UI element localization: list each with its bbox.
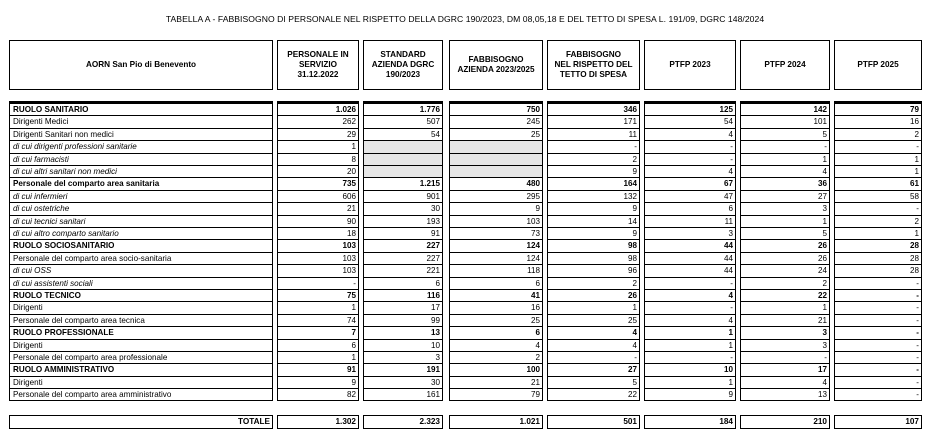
row-label: RUOLO PROFESSIONALE bbox=[10, 327, 272, 339]
table-cell: 142 bbox=[741, 104, 829, 116]
table-cell: 132 bbox=[548, 191, 639, 203]
table-cell: 28 bbox=[835, 240, 921, 252]
table-cell: 2 bbox=[835, 129, 921, 141]
table-cell: 25 bbox=[450, 129, 542, 141]
column-header-4: FABBISOGNO NEL RISPETTO DEL TETTO DI SPESA bbox=[547, 40, 640, 90]
table-cell: 124 bbox=[450, 253, 542, 265]
row-label: di cui altri sanitari non medici bbox=[10, 166, 272, 178]
column-header-5: PTFP 2023 bbox=[644, 40, 736, 90]
row-label: di cui tecnici sanitari bbox=[10, 216, 272, 228]
column-header-2: STANDARD AZIENDA DGRC 190/2023 bbox=[363, 40, 443, 90]
table-cell: 193 bbox=[364, 216, 442, 228]
table-title: TABELLA A - FABBISOGNO DI PERSONALE NEL RISPETTO DELLA DGRC 190/2023, DM 08,05,18 E DEL TETTO DI SPESA L. 191/09, DGRC 148/2024 bbox=[165, 14, 765, 24]
value-column-5 bbox=[644, 101, 736, 401]
row-label: RUOLO SANITARIO bbox=[10, 104, 272, 116]
table-header bbox=[0, 40, 930, 92]
table-cell: 16 bbox=[835, 116, 921, 128]
table-cell: 26 bbox=[741, 253, 829, 265]
table-cell: 6 bbox=[364, 278, 442, 290]
table-cell: - bbox=[645, 278, 735, 290]
table-cell: 161 bbox=[426, 390, 440, 400]
table-cell: 735 bbox=[278, 178, 358, 190]
table-cell: 11 bbox=[548, 129, 639, 141]
row-label: Dirigenti Sanitari non medici bbox=[10, 129, 272, 141]
table-cell: 6 bbox=[450, 327, 542, 339]
table-cell: 26 bbox=[548, 290, 639, 302]
row-label: Personale del comparto area socio-sanitaria bbox=[10, 253, 272, 265]
table-cell: - bbox=[835, 141, 921, 153]
table-cell: 1.776 bbox=[364, 104, 442, 116]
table-cell: 28 bbox=[835, 253, 921, 265]
table-cell: - bbox=[835, 278, 921, 290]
total-cell: 2.323 bbox=[363, 415, 443, 429]
table-cell: 116 bbox=[364, 290, 442, 302]
table-cell: 103 bbox=[278, 240, 358, 252]
table-cell: 29 bbox=[278, 129, 358, 141]
total-label: TOTALE bbox=[9, 415, 273, 429]
label-column bbox=[9, 101, 273, 401]
table-cell: 24 bbox=[741, 265, 829, 277]
table-cell: 3 bbox=[741, 340, 829, 352]
table-cell: 4 bbox=[741, 377, 829, 389]
table-cell: - bbox=[278, 278, 358, 290]
table-cell: - bbox=[741, 141, 829, 153]
table-cell: 11 bbox=[645, 216, 735, 228]
table-cell: 227 bbox=[364, 240, 442, 252]
table-cell: 103 bbox=[278, 265, 358, 277]
table-cell bbox=[450, 166, 542, 178]
column-header-6: PTFP 2024 bbox=[740, 40, 830, 90]
table-cell: - bbox=[645, 352, 735, 364]
table-cell: 79 bbox=[835, 104, 921, 116]
column-header-3: FABBISOGNO AZIENDA 2023/2025 bbox=[449, 40, 543, 90]
table-cell: 606 bbox=[278, 191, 358, 203]
table-cell: 9 bbox=[548, 228, 639, 240]
table-cell: 98 bbox=[548, 240, 639, 252]
table-cell: 4 bbox=[741, 166, 829, 178]
table-cell: 9 bbox=[728, 390, 733, 400]
table-cell: 507 bbox=[364, 116, 442, 128]
table-cell: 6 bbox=[645, 203, 735, 215]
table-cell: 346 bbox=[548, 104, 639, 116]
table-cell: 2 bbox=[835, 216, 921, 228]
table-cell: 22 bbox=[627, 390, 637, 400]
table-cell: 54 bbox=[645, 116, 735, 128]
table-cell: 227 bbox=[364, 253, 442, 265]
table-cell bbox=[364, 154, 442, 166]
row-label: di cui infermieri bbox=[10, 191, 272, 203]
table-cell: 26 bbox=[741, 240, 829, 252]
table-cell bbox=[450, 141, 542, 153]
table-cell: 30 bbox=[364, 377, 442, 389]
value-column-6 bbox=[740, 101, 830, 401]
value-column-4 bbox=[547, 101, 640, 401]
table-cell: 101 bbox=[741, 116, 829, 128]
table-cell: 18 bbox=[278, 228, 358, 240]
row-label: Dirigenti bbox=[10, 340, 272, 352]
table-cell: 6 bbox=[278, 340, 358, 352]
table-cell: - bbox=[835, 364, 921, 376]
table-cell: 3 bbox=[741, 327, 829, 339]
table-cell: 21 bbox=[278, 203, 358, 215]
table-cell: 103 bbox=[450, 216, 542, 228]
table-cell: 1 bbox=[645, 377, 735, 389]
table-cell: - bbox=[835, 203, 921, 215]
table-cell: 44 bbox=[645, 265, 735, 277]
table-cell: 100 bbox=[450, 364, 542, 376]
table-cell: 4 bbox=[548, 327, 639, 339]
table-cell: 3 bbox=[741, 203, 829, 215]
table-cell: 79 bbox=[530, 390, 540, 400]
table-cell: 61 bbox=[835, 178, 921, 190]
table-cell: 41 bbox=[450, 290, 542, 302]
table-cell: 17 bbox=[741, 364, 829, 376]
table-cell: 5 bbox=[741, 228, 829, 240]
table-cell: 7 bbox=[278, 327, 358, 339]
table-cell: 14 bbox=[548, 216, 639, 228]
value-column-1 bbox=[277, 101, 359, 401]
row-label: di cui farmacisti bbox=[10, 154, 272, 166]
total-cell: 184 bbox=[644, 415, 736, 429]
table-cell: 1 bbox=[278, 302, 358, 314]
table-cell: 191 bbox=[364, 364, 442, 376]
table-cell: 2 bbox=[450, 352, 542, 364]
table-cell: 27 bbox=[548, 364, 639, 376]
table-cell: 4 bbox=[645, 166, 735, 178]
table-cell: 9 bbox=[548, 166, 639, 178]
total-cell: 1.021 bbox=[449, 415, 543, 429]
table-cell: 9 bbox=[278, 377, 358, 389]
table-cell: 125 bbox=[645, 104, 735, 116]
table-cell: - bbox=[741, 352, 829, 364]
row-label: di cui assistenti sociali bbox=[10, 278, 272, 290]
table-cell: 36 bbox=[741, 178, 829, 190]
table-cell: 750 bbox=[450, 104, 542, 116]
row-label: RUOLO TECNICO bbox=[10, 290, 272, 302]
table-cell: 221 bbox=[364, 265, 442, 277]
table-cell: 27 bbox=[741, 191, 829, 203]
table-cell: 171 bbox=[548, 116, 639, 128]
table-cell: - bbox=[645, 141, 735, 153]
row-label: di cui OSS bbox=[10, 265, 272, 277]
table-cell: 4 bbox=[645, 290, 735, 302]
table-cell: 25 bbox=[450, 315, 542, 327]
table-cell: - bbox=[835, 377, 921, 389]
table-cell: 91 bbox=[364, 228, 442, 240]
table-cell: 1 bbox=[835, 228, 921, 240]
column-header-1: PERSONALE IN SERVIZIO 31.12.2022 bbox=[277, 40, 359, 90]
table-cell: 3 bbox=[364, 352, 442, 364]
row-label: di cui ostetriche bbox=[10, 203, 272, 215]
table-cell: 3 bbox=[645, 228, 735, 240]
table-cell: - bbox=[835, 302, 921, 314]
table-cell: 1 bbox=[835, 166, 921, 178]
table-cell: 2 bbox=[741, 278, 829, 290]
table-cell: 22 bbox=[741, 290, 829, 302]
table-cell: 901 bbox=[364, 191, 442, 203]
table-cell: - bbox=[645, 302, 735, 314]
table-cell: 9 bbox=[450, 203, 542, 215]
table-cell: 4 bbox=[645, 315, 735, 327]
table-cell: 16 bbox=[450, 302, 542, 314]
table-cell: 1 bbox=[741, 154, 829, 166]
total-cell: 501 bbox=[547, 415, 640, 429]
table-cell: 480 bbox=[450, 178, 542, 190]
table-cell: 74 bbox=[278, 315, 358, 327]
table-cell: 67 bbox=[645, 178, 735, 190]
table-cell: 1 bbox=[645, 340, 735, 352]
table-cell: 295 bbox=[450, 191, 542, 203]
table-cell: 13 bbox=[364, 327, 442, 339]
column-header-0: AORN San Pio di Benevento bbox=[9, 40, 273, 90]
table-cell: 2 bbox=[548, 154, 639, 166]
table-cell: 91 bbox=[278, 364, 358, 376]
row-label: Dirigenti bbox=[10, 302, 272, 314]
table-cell: 90 bbox=[278, 216, 358, 228]
table-cell: - bbox=[916, 390, 919, 400]
table-cell: 5 bbox=[741, 129, 829, 141]
table-cell: 1 bbox=[645, 327, 735, 339]
row-label: di cui altro comparto sanitario bbox=[10, 228, 272, 240]
row-label: Personale del comparto area professionale bbox=[10, 352, 272, 364]
table-cell: 262 bbox=[278, 116, 358, 128]
table-cell: 245 bbox=[450, 116, 542, 128]
column-header-7: PTFP 2025 bbox=[834, 40, 922, 90]
table-cell: 6 bbox=[450, 278, 542, 290]
table-cell: 1 bbox=[741, 216, 829, 228]
table-cell: 47 bbox=[645, 191, 735, 203]
value-column-7 bbox=[834, 101, 922, 401]
table-cell: 164 bbox=[548, 178, 639, 190]
row-label: Personale del comparto area tecnica bbox=[10, 315, 272, 327]
table-cell: 99 bbox=[364, 315, 442, 327]
table-cell bbox=[450, 154, 542, 166]
table-cell: 1 bbox=[278, 352, 358, 364]
table-cell: - bbox=[835, 315, 921, 327]
table-cell: 10 bbox=[645, 364, 735, 376]
table-cell: 1 bbox=[741, 302, 829, 314]
total-cell: 107 bbox=[834, 415, 922, 429]
row-label: Dirigenti Medici bbox=[10, 116, 272, 128]
table-cell: - bbox=[548, 141, 639, 153]
table-cell: 82 bbox=[346, 390, 356, 400]
table-cell: 1 bbox=[278, 141, 358, 153]
table-cell: 13 bbox=[817, 390, 827, 400]
table-cell: 1 bbox=[835, 154, 921, 166]
value-column-2 bbox=[363, 101, 443, 401]
table-cell: - bbox=[645, 154, 735, 166]
table-cell: 1.215 bbox=[364, 178, 442, 190]
table-cell: - bbox=[835, 352, 921, 364]
table-cell: 4 bbox=[450, 340, 542, 352]
table-cell: 17 bbox=[364, 302, 442, 314]
table-cell: 44 bbox=[645, 240, 735, 252]
table-cell: 4 bbox=[645, 129, 735, 141]
table-cell: 44 bbox=[645, 253, 735, 265]
table-cell: 98 bbox=[548, 253, 639, 265]
table-cell: 75 bbox=[278, 290, 358, 302]
table-cell: - bbox=[548, 352, 639, 364]
table-cell: - bbox=[835, 327, 921, 339]
table-cell: 21 bbox=[741, 315, 829, 327]
table-cell: 1 bbox=[548, 302, 639, 314]
row-label: Personale del comparto area sanitaria bbox=[10, 178, 272, 190]
table-cell: 73 bbox=[450, 228, 542, 240]
total-cell: 210 bbox=[740, 415, 830, 429]
table-cell: 5 bbox=[548, 377, 639, 389]
table-cell: 1.026 bbox=[278, 104, 358, 116]
table-cell: 25 bbox=[548, 315, 639, 327]
row-label: RUOLO SOCIOSANITARIO bbox=[10, 240, 272, 252]
table-cell: 2 bbox=[548, 278, 639, 290]
table-cell: 21 bbox=[450, 377, 542, 389]
table-cell: 118 bbox=[450, 265, 542, 277]
table-cell: 58 bbox=[835, 191, 921, 203]
row-label: Dirigenti bbox=[10, 377, 272, 389]
table-cell: 9 bbox=[548, 203, 639, 215]
table-cell: 4 bbox=[548, 340, 639, 352]
table-cell bbox=[364, 166, 442, 178]
table-cell: 28 bbox=[835, 265, 921, 277]
value-column-3 bbox=[449, 101, 543, 401]
row-label: RUOLO AMMINISTRATIVO bbox=[10, 364, 272, 376]
table-cell: 20 bbox=[278, 166, 358, 178]
table-cell: 8 bbox=[278, 154, 358, 166]
row-label: di cui dirigenti professioni sanitarie bbox=[10, 141, 272, 153]
table-cell bbox=[364, 141, 442, 153]
table-cell: 103 bbox=[278, 253, 358, 265]
table-cell: 124 bbox=[450, 240, 542, 252]
table-cell: 10 bbox=[364, 340, 442, 352]
row-label: Personale del comparto area amministrativo bbox=[13, 390, 172, 400]
table-cell: 96 bbox=[548, 265, 639, 277]
table-cell: 54 bbox=[364, 129, 442, 141]
table-cell: - bbox=[835, 340, 921, 352]
table-cell: - bbox=[835, 290, 921, 302]
total-cell: 1.302 bbox=[277, 415, 359, 429]
table-cell: 30 bbox=[364, 203, 442, 215]
